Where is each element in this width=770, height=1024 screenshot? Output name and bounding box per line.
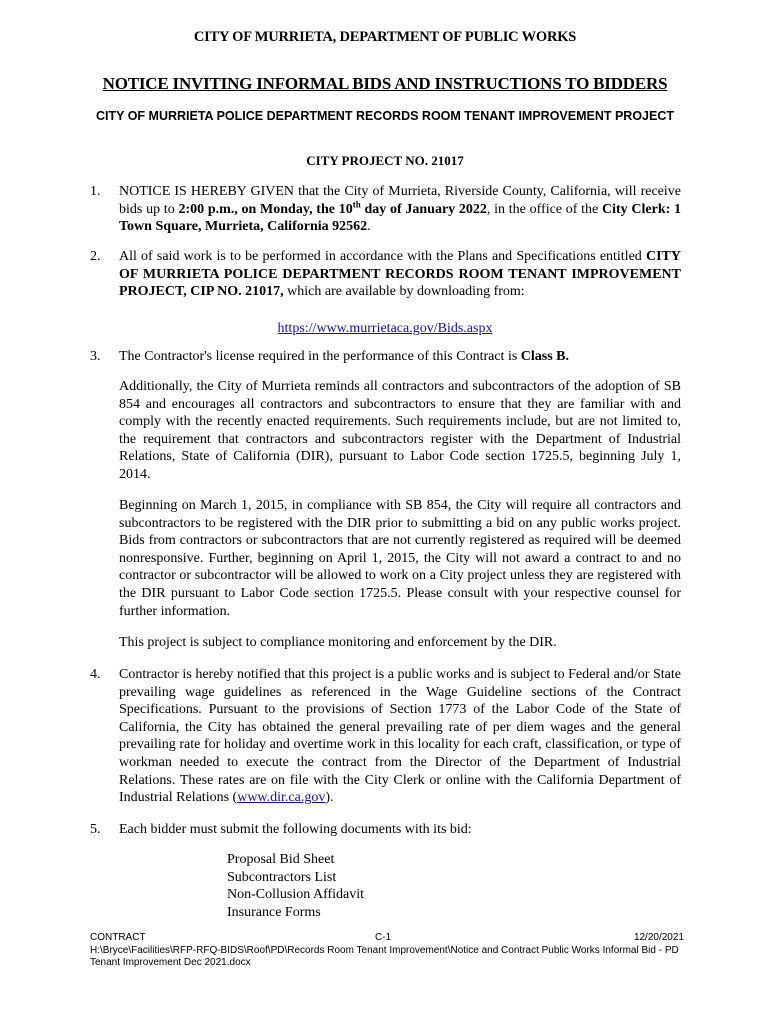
list-item: Non-Collusion Affidavit [227,887,365,903]
item-number-5: 5. [90,822,101,837]
list-item: Insurance Forms [227,904,321,920]
item-number-2: 2. [90,249,101,264]
item-3-paragraph-4: This project is subject to compliance monitoring and enforcement by the DIR. [119,635,557,650]
item-1-text: NOTICE IS HEREBY GIVEN that the City of Murrieta, Riverside County, California, will receive bids up to 2:00 p.m., on Monday, the 10th day of January 2022, in the office of the City Clerk: 1 Town Square, Murrieta, California 92562. [119,184,682,235]
item-3-paragraph-2: Additionally, the City of Murrieta reminds all contractors and subcontractors of the adoption of SB 854 and encourages all contractors and subcontractors to ensure that they are familiar with and comply with the recently enacted requirements. Such requirements include, but are not limited to, the requirement that contractors and subcontractors register with the Department of Industrial Relations, State of California (DIR), pursuant to Labor Code section 1725.5, beginning July 1, 2014. [119,379,681,482]
item-number-1: 1. [90,184,101,199]
list-item: Subcontractors List [227,869,337,885]
item-3-text: The Contractor's license required in the performance of this Contract is Class B. [119,349,570,364]
bids-download-link[interactable]: https://www.murrietaca.gov/Bids.aspx [277,321,493,336]
item-4-text: Contractor is hereby notified that this project is a public works and is subject to Federal and/or State prevailing wage guidelines as referenced in the Wage Guideline sections of the Contract Specifications. Pursuant to the provisions of Section 1773 of the Labor Code of the State of California, the City has obtained the general prevailing rate of per diem wages and the general prevailing rate for holiday and overtime work in this locality for each craft, classification, or type of workman needed to execute the contract from the Director of the Department of Industrial Relations. These rates are on file with the City Clerk or online with the California Department of Industrial Relations (www.dir.ca.gov). [119,667,681,806]
item-number-4: 4. [90,667,101,682]
item-5-text: Each bidder must submit the following documents with its bid: [119,822,472,837]
project-subtitle: CITY OF MURRIETA POLICE DEPARTMENT RECORDS ROOM TENANT IMPROVEMENT PROJECT [95,109,675,123]
footer-date: 12/20/2021 [633,932,684,943]
footer-page-number: C-1 [375,932,392,943]
list-item: Proposal Bid Sheet [227,852,335,867]
footer-file-path: H:\Bryce\Facilities\RFP-RFQ-BIDS\Roof\PD\Records Room Tenant Improvement\Notice and Contract Public Works Informal Bid - PD Tenant Improvement Dec 2021.docx [90,945,679,968]
document-header: CITY OF MURRIETA, DEPARTMENT OF PUBLIC WORKS [193,29,577,45]
item-3-paragraph-3: Beginning on March 1, 2015, in compliance with SB 854, the City will require all contractors and subcontractors to be registered with the DIR prior to submitting a bid on any public works project. Bids from contractors or subcontractors that are not currently registered as required will be deemed nonresponsive. Further, beginning on April 1, 2015, the City will not award a contract to and no contractor or subcontractor will be allowed to work on a City project unless they are registered with the DIR pursuant to Labor Code section 1725.5. Please consult with your respective counsel for further information. [119,498,681,619]
required-documents-list [227,851,527,921]
bids-link-row [0,320,770,338]
project-number: CITY PROJECT NO. 21017 [306,153,464,168]
footer-contract-label: CONTRACT [90,932,146,943]
item-2-text: All of said work is to be performed in accordance with the Plans and Specifications entitled CITY OF MURRIETA POLICE DEPARTMENT RECORDS ROOM TENANT IMPROVEMENT PROJECT, CIP NO. 21017, which are available by downloading from: [119,249,681,300]
document-title: NOTICE INVITING INFORMAL BIDS AND INSTRUCTIONS TO BIDDERS [102,74,668,93]
dir-website-link[interactable]: www.dir.ca.gov [237,790,326,806]
item-number-3: 3. [90,349,101,364]
